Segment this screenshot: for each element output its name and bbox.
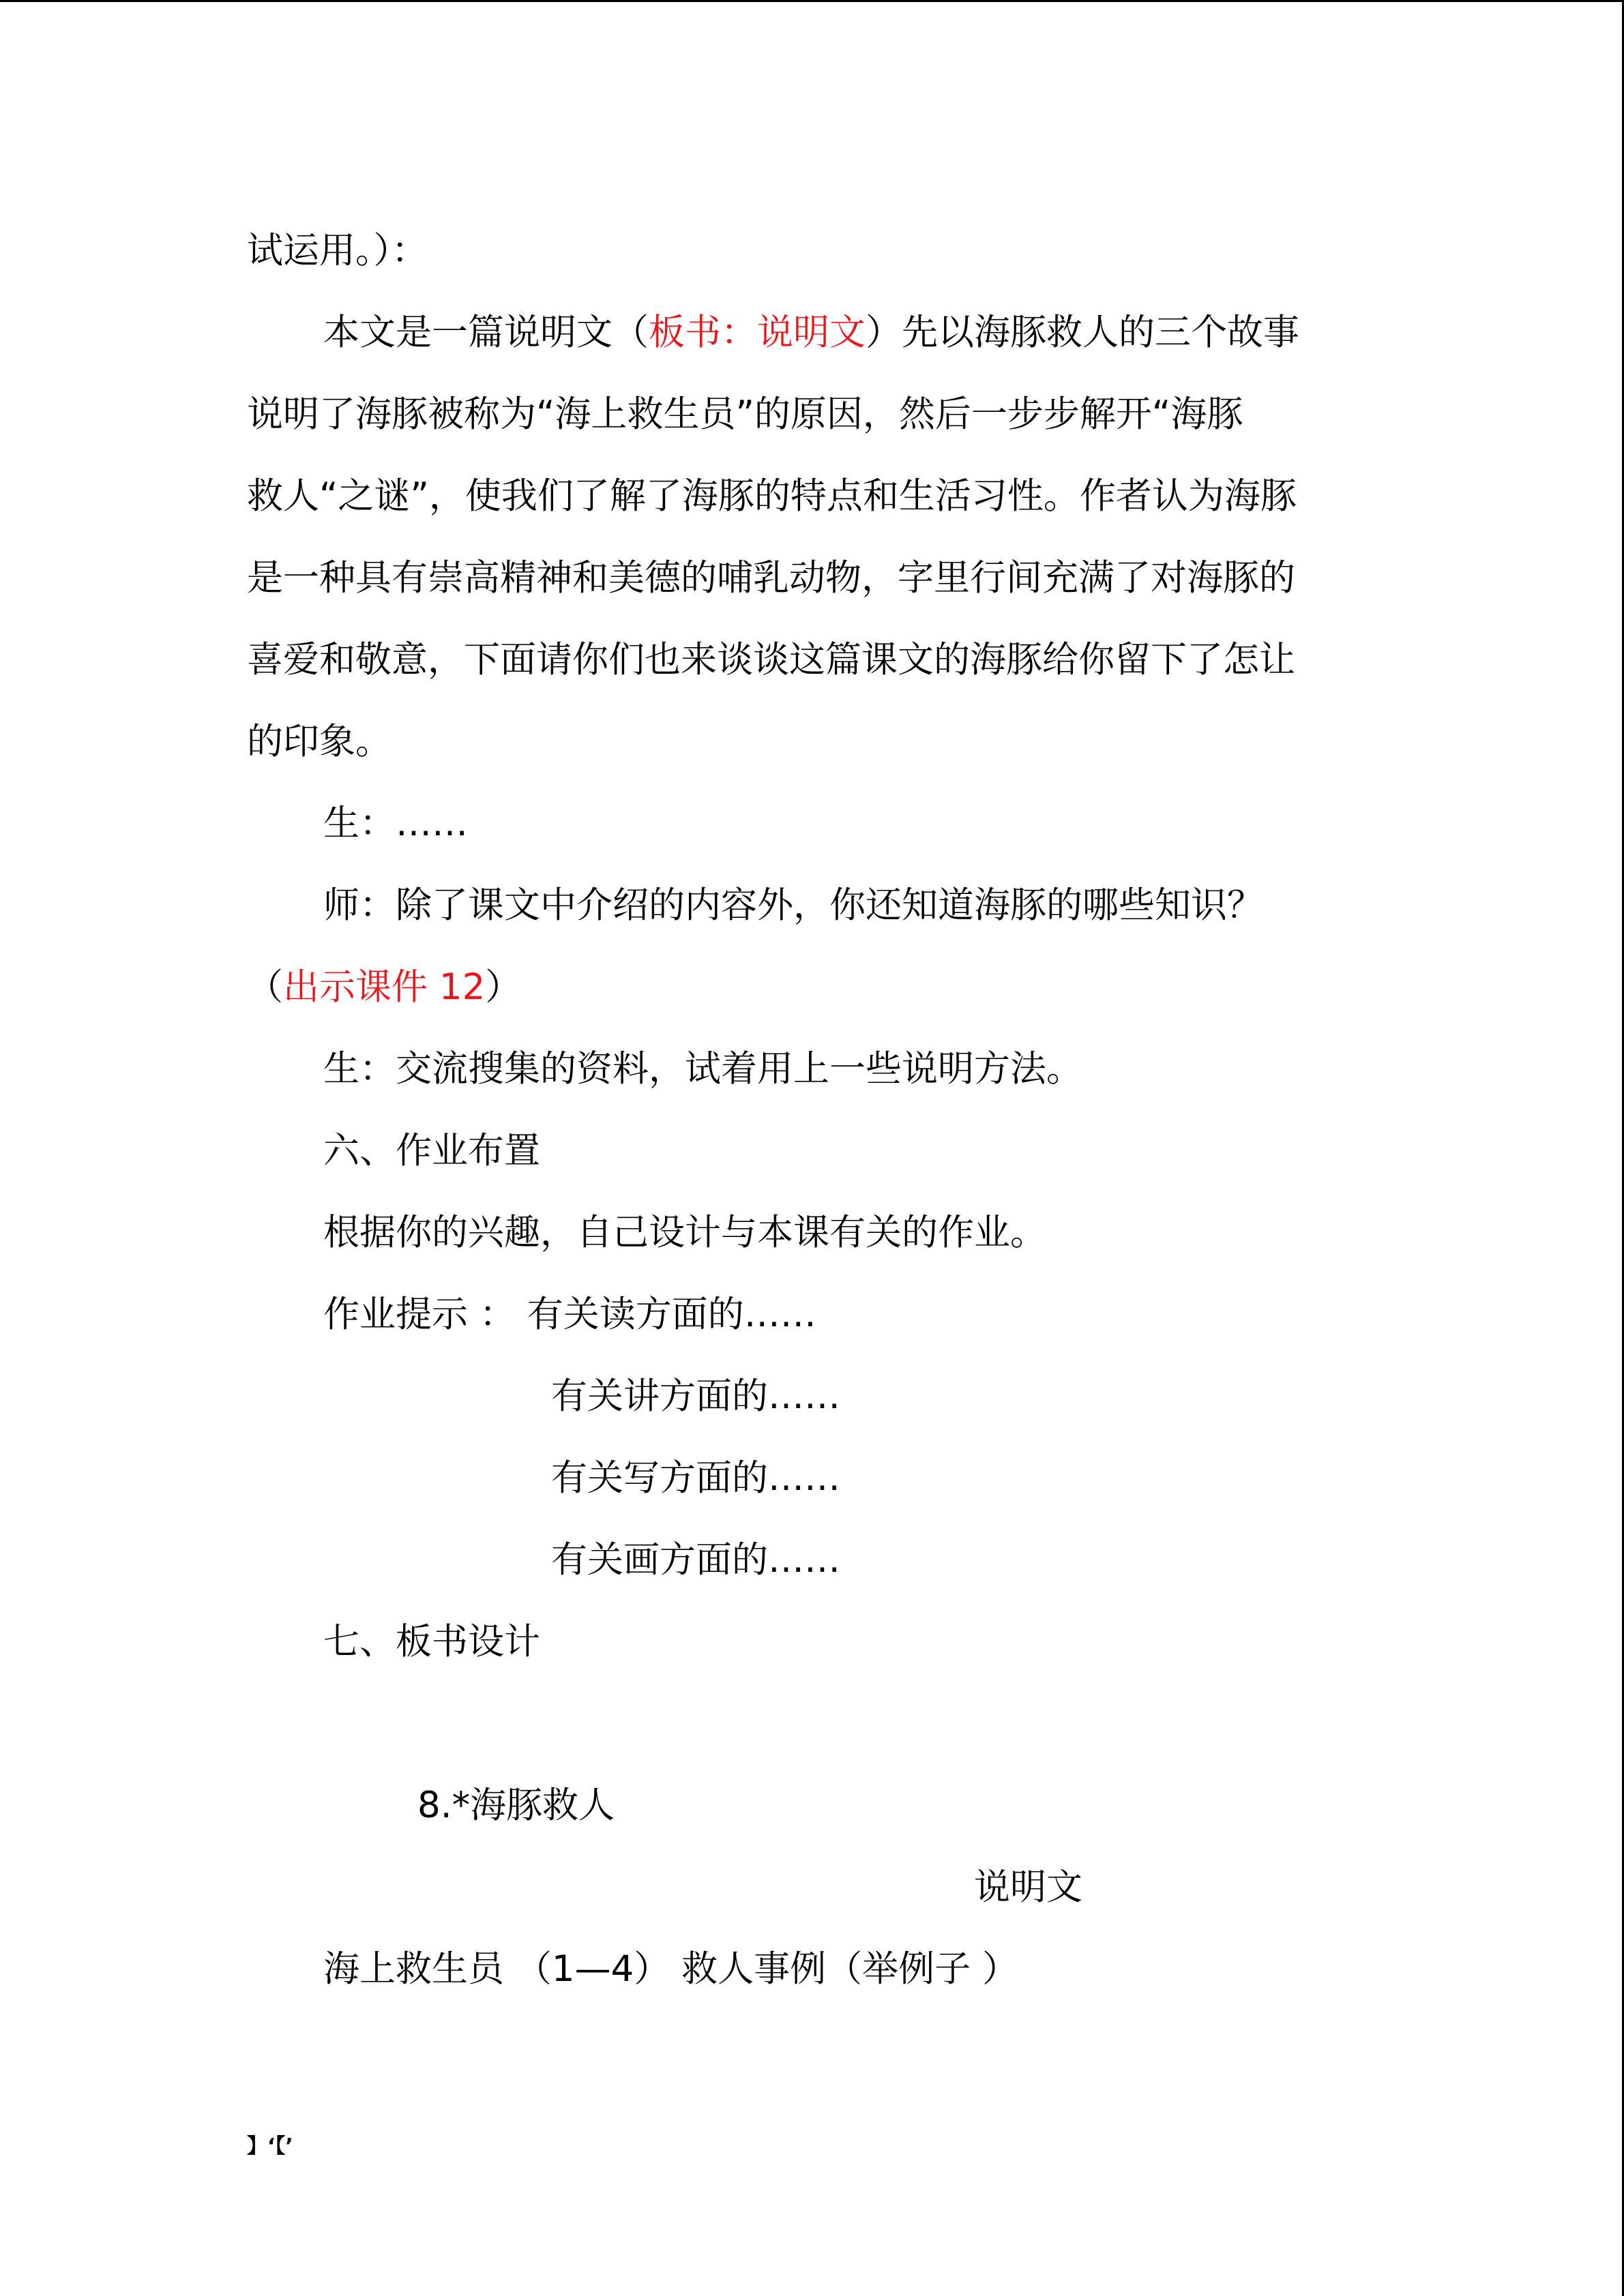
homework-hint-item: 有关讲方面的……: [551, 1375, 840, 1417]
page-border-top: [0, 0, 1624, 2]
homework-hint-item: 有关画方面的……: [551, 1539, 840, 1581]
text-line-3: 说明了海豚被称为“海上救生员”的原因，然后一步步解开“海豚: [247, 393, 1243, 435]
text-line-8: 生：……: [323, 803, 468, 844]
board-note-red: 板书：说明文: [649, 312, 866, 353]
text-line-13: 根据你的兴趣，自己设计与本课有关的作业。: [323, 1212, 1046, 1253]
text-segment: 本文是一篇说明文（: [323, 312, 649, 353]
footer-mark: 】‘【’: [247, 2134, 293, 2158]
text-line-4: 救人“之谜”，使我们了解了海豚的特点和生活习性。作者认为海豚: [247, 475, 1297, 517]
text-line-9: 师：除了课文中介绍的内容外，你还知道海豚的哪些知识？: [323, 884, 1263, 926]
board-title: 8.*海豚救人: [417, 1785, 615, 1826]
text-line-6: 喜爱和敬意，下面请你们也来谈谈这篇课文的海豚给你留下了怎让: [247, 639, 1295, 681]
text-segment: ）: [485, 966, 522, 1008]
section-heading-board-design: 七、板书设计: [323, 1621, 540, 1663]
text-line-2: [323, 311, 1299, 355]
text-line-1: 试运用。）：: [247, 230, 428, 271]
homework-hint-item: 有关写方面的……: [551, 1457, 840, 1499]
homework-hint-line: 作业提示 ： 有关读方面的……: [323, 1294, 816, 1335]
text-line-5: 是一种具有崇高精神和美德的哺乳动物，字里行间充满了对海豚的: [247, 557, 1295, 599]
text-line-7: 的印象。: [247, 721, 392, 762]
board-genre: 说明文: [974, 1866, 1082, 1908]
section-heading-homework: 六、作业布置: [323, 1130, 540, 1172]
text-segment: （: [247, 966, 283, 1008]
board-row: 海上救生员 （1—4） 救人事例（举例子 ）: [323, 1948, 1018, 1990]
text-line-10: [247, 966, 521, 1009]
text-segment: ）先以海豚救人的三个故事: [866, 312, 1299, 353]
courseware-note-red: 出示课件 12: [283, 966, 486, 1008]
text-line-11: 生：交流搜集的资料，试着用上一些说明方法。: [323, 1048, 1082, 1090]
